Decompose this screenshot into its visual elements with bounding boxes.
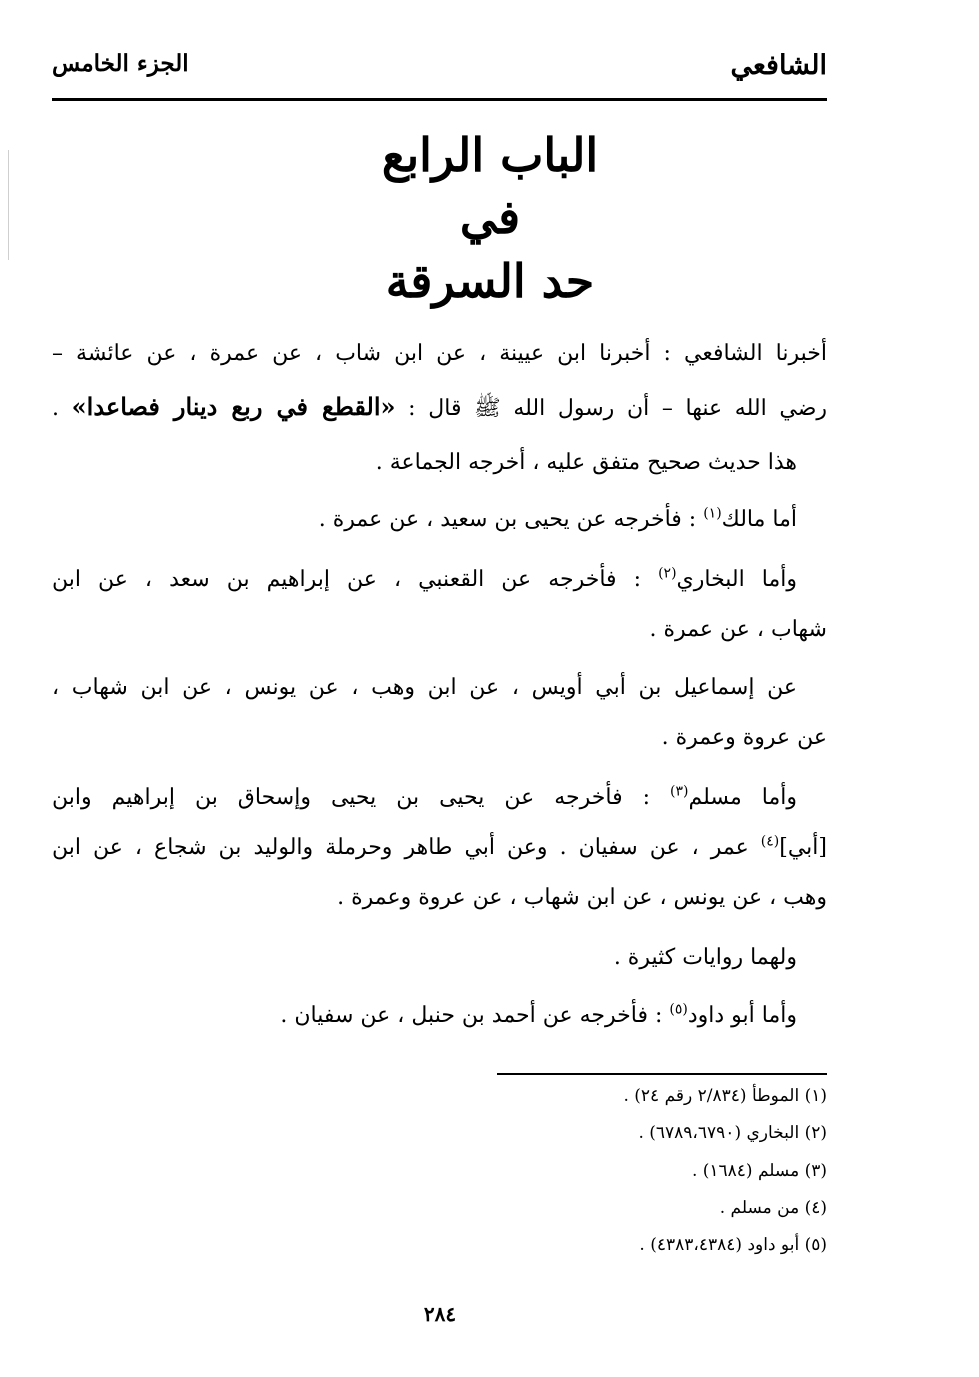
running-header: [52, 50, 827, 96]
paragraph-1-text: رضي الله عنها – أن رسول الله ﷺ قال :: [395, 396, 827, 421]
paragraph-8-text-a: وأما أبو داود: [687, 1003, 797, 1028]
chapter-heading: [240, 128, 740, 322]
page-number: ٢٨٤: [423, 1302, 457, 1326]
chapter-heading-line-1: الباب الرابع: [381, 128, 599, 182]
paragraph-4-line-2: شهاب ، عن عمرة .: [649, 617, 827, 642]
paragraph-6-text-a: وأما مسلم: [688, 785, 797, 810]
hadith-quote: «القطع في ربع دينار فصاعدا»: [71, 392, 396, 421]
paragraph-6-line-2: [52, 833, 827, 860]
chapter-heading-line-3: حد السرقة: [385, 254, 595, 308]
paragraph-5-text: عن إسماعيل بن أبي أويس ، عن ابن وهب ، عن يونس ، عن ابن شهاب ،: [52, 675, 797, 700]
paragraph-1-line-1: أخبرنا الشافعي : أخبرنا ابن عيينة ، عن ابن شاب ، عن عمرة ، عن عائشة –: [52, 341, 827, 366]
scan-margin-line: [8, 150, 9, 260]
paragraph-8: [280, 1001, 797, 1028]
footnote-ref-1: (١): [703, 505, 722, 522]
paragraph-4-text-b: : فأخرجه عن القعنبي ، عن إبراهيم بن سعد ، عن ابن: [52, 567, 659, 592]
footnote-ref-5: (٥): [669, 1001, 688, 1018]
chapter-heading-line-2: في: [459, 190, 521, 244]
footnote-divider: [497, 1073, 827, 1075]
header-volume-title: الجزء الخامس: [52, 50, 189, 77]
footnote-5: (٥) أبو داود (٤٣٨٣،٤٣٨٤) .: [639, 1235, 827, 1255]
paragraph-4-text-a: وأما البخاري: [676, 567, 797, 592]
paragraph-6-text-b: : فأخرجه عن يحيى بن يحيى وإسحاق بن إبراهيم وابن: [52, 785, 670, 810]
paragraph-8-text-b: : فأخرجه عن أحمد بن حنبل ، عن سفيان .: [280, 1003, 670, 1028]
footnote-ref-2: (٢): [658, 565, 677, 582]
header-author-title: الشافعي: [730, 50, 827, 81]
paragraph-5-line-2: عن عروة وعمرة .: [661, 725, 827, 750]
paragraph-4-line-1: [52, 565, 827, 592]
footnote-4: (٤) من مسلم .: [719, 1198, 827, 1218]
footnote-1: (١) الموطأ (٢/٨٣٤ رقم ٢٤) .: [623, 1086, 827, 1106]
paragraph-3-text-b: : فأخرجه عن يحيى بن سعيد ، عن عمرة .: [318, 507, 704, 532]
header-divider: [52, 98, 827, 101]
paragraph-1-end: .: [52, 396, 72, 421]
paragraph-6-text-c: عمر ، عن سفيان . وعن أبي طاهر وحرملة والوليد بن شجاع ، عن ابن: [52, 835, 761, 860]
paragraph-7: ولهما روايات كثيرة .: [613, 945, 797, 970]
paragraph-3: [318, 505, 797, 532]
footnote-ref-3: (٣): [669, 783, 689, 800]
paragraph-5-line-1: [52, 677, 827, 699]
paragraph-2: هذا حديث صحيح متفق عليه ، أخرجه الجماعة .: [375, 450, 797, 475]
footnote-ref-4: (٤): [760, 833, 780, 850]
paragraph-6-line-1: [52, 783, 827, 810]
paragraph-3-text-a: أما مالك: [721, 507, 797, 532]
paragraph-1-line-2: [52, 392, 827, 421]
paragraph-6-line-3: وهب ، عن يونس ، عن ابن شهاب ، عن عروة وعمرة .: [337, 885, 827, 910]
footnote-3: (٣) مسلم (١٦٨٤) .: [691, 1161, 827, 1181]
footnote-2: (٢) البخاري (٦٧٨٩،٦٧٩٠) .: [638, 1123, 827, 1143]
paragraph-6-bracket: [أبي]: [779, 835, 827, 860]
